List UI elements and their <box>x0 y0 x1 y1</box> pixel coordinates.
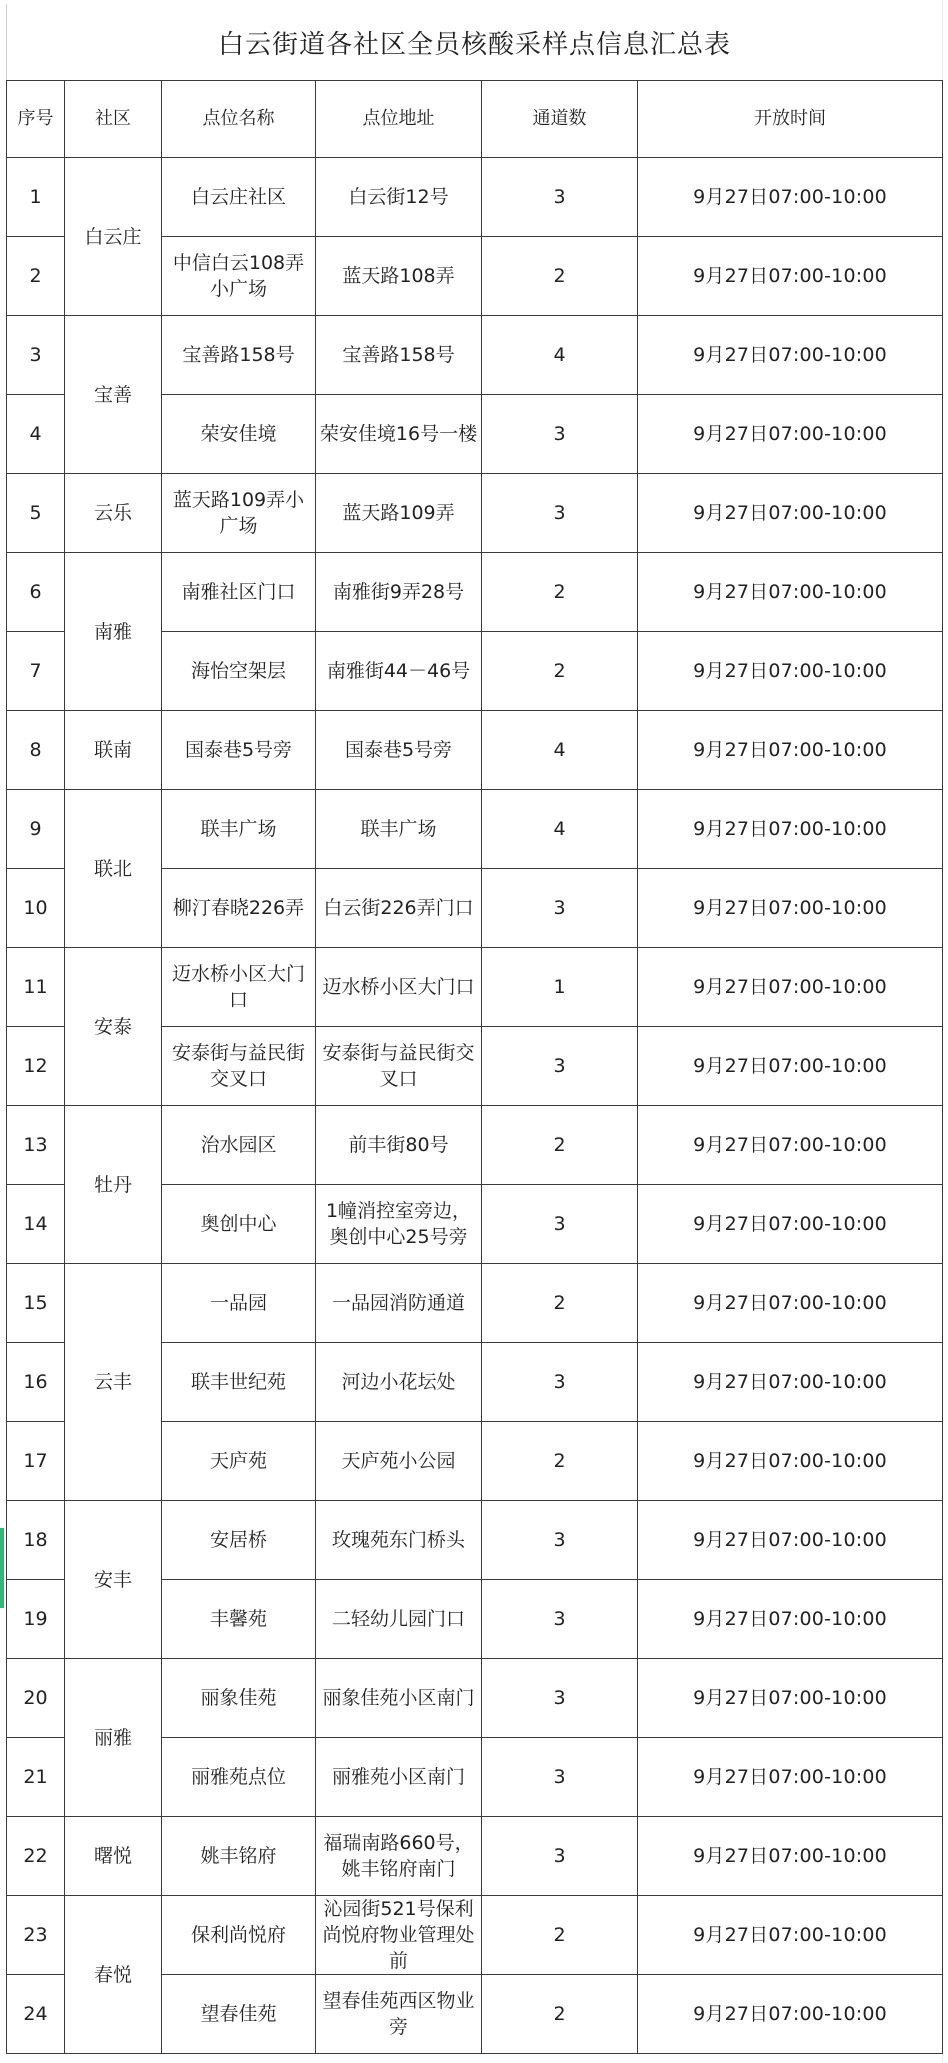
cell-channels[interactable]: 4 <box>482 790 638 869</box>
cell-channels[interactable]: 2 <box>482 553 638 632</box>
header-open-time[interactable]: 开放时间 <box>638 81 943 158</box>
cell-open-time[interactable]: 9月27日07:00-10:00 <box>638 1975 943 2054</box>
sampling-sites-table <box>6 80 943 2054</box>
cell-open-time[interactable]: 9月27日07:00-10:00 <box>638 395 943 474</box>
cell-index[interactable]: 1 <box>7 158 65 237</box>
cell-site-address[interactable]: 福瑞南路660号，姚丰铭府南门 <box>316 1817 482 1896</box>
table-row <box>7 1659 943 1738</box>
cell-community[interactable]: 丽雅 <box>65 1659 162 1817</box>
cell-site-name[interactable]: 安泰街与益民街交叉口 <box>162 1027 316 1106</box>
cell-open-time[interactable]: 9月27日07:00-10:00 <box>638 790 943 869</box>
cell-site-name[interactable]: 柳汀春晓226弄 <box>162 869 316 948</box>
table-row <box>7 474 943 553</box>
table-title: 白云街道各社区全员核酸采样点信息汇总表 <box>6 4 942 80</box>
cell-channels[interactable]: 2 <box>482 237 638 316</box>
header-site-address[interactable]: 点位地址 <box>316 81 482 158</box>
cell-site-address[interactable]: 二轻幼儿园门口 <box>316 1580 482 1659</box>
cell-channels[interactable]: 1 <box>482 948 638 1027</box>
cell-index[interactable]: 10 <box>7 869 65 948</box>
table-row <box>7 1106 943 1185</box>
cell-index[interactable]: 11 <box>7 948 65 1027</box>
cell-open-time[interactable]: 9月27日07:00-10:00 <box>638 237 943 316</box>
cell-open-time[interactable]: 9月27日07:00-10:00 <box>638 1264 943 1343</box>
cell-site-name[interactable]: 国泰巷5号旁 <box>162 711 316 790</box>
cell-open-time[interactable]: 9月27日07:00-10:00 <box>638 1422 943 1501</box>
cell-index[interactable]: 3 <box>7 316 65 395</box>
cell-community[interactable]: 曙悦 <box>65 1817 162 1896</box>
cell-index[interactable]: 24 <box>7 1975 65 2054</box>
cell-open-time[interactable]: 9月27日07:00-10:00 <box>638 1027 943 1106</box>
cell-community[interactable]: 牡丹 <box>65 1106 162 1264</box>
cell-index[interactable]: 2 <box>7 237 65 316</box>
cell-open-time[interactable]: 9月27日07:00-10:00 <box>638 711 943 790</box>
cell-site-name[interactable]: 联丰广场 <box>162 790 316 869</box>
cell-site-name[interactable]: 丽雅苑点位 <box>162 1738 316 1817</box>
table-row <box>7 158 943 237</box>
cell-index[interactable]: 12 <box>7 1027 65 1106</box>
cell-community[interactable]: 宝善 <box>65 316 162 474</box>
cell-site-address[interactable]: 丽雅苑小区南门 <box>316 1738 482 1817</box>
cell-channels[interactable]: 3 <box>482 1817 638 1896</box>
cell-community[interactable]: 云乐 <box>65 474 162 553</box>
cell-open-time[interactable]: 9月27日07:00-10:00 <box>638 632 943 711</box>
cell-site-name[interactable]: 中信白云108弄小广场 <box>162 237 316 316</box>
cell-site-address[interactable]: 白云街226弄门口 <box>316 869 482 948</box>
cell-channels[interactable]: 4 <box>482 316 638 395</box>
cell-open-time[interactable]: 9月27日07:00-10:00 <box>638 474 943 553</box>
cell-site-address[interactable]: 南雅街9弄28号 <box>316 553 482 632</box>
table-row <box>7 711 943 790</box>
cell-site-name[interactable]: 南雅社区门口 <box>162 553 316 632</box>
cell-site-name[interactable]: 安居桥 <box>162 1501 316 1580</box>
selection-indicator <box>0 1528 4 1608</box>
cell-open-time[interactable]: 9月27日07:00-10:00 <box>638 869 943 948</box>
cell-index[interactable]: 9 <box>7 790 65 869</box>
cell-site-name[interactable]: 联丰世纪苑 <box>162 1343 316 1422</box>
table-row <box>7 1817 943 1896</box>
cell-channels[interactable]: 3 <box>482 1185 638 1264</box>
cell-site-address[interactable]: 荣安佳境16号一楼 <box>316 395 482 474</box>
cell-open-time[interactable]: 9月27日07:00-10:00 <box>638 1501 943 1580</box>
cell-community[interactable]: 春悦 <box>65 1896 162 2054</box>
cell-site-name[interactable]: 丰馨苑 <box>162 1580 316 1659</box>
table-row <box>7 1264 943 1343</box>
table-row <box>7 948 943 1027</box>
cell-site-name[interactable]: 天庐苑 <box>162 1422 316 1501</box>
cell-site-name[interactable]: 白云庄社区 <box>162 158 316 237</box>
cell-index[interactable]: 22 <box>7 1817 65 1896</box>
cell-site-address[interactable]: 南雅街44－46号 <box>316 632 482 711</box>
cell-site-name[interactable]: 保利尚悦府 <box>162 1896 316 1975</box>
cell-channels[interactable]: 2 <box>482 632 638 711</box>
cell-channels[interactable]: 2 <box>482 1106 638 1185</box>
cell-site-name[interactable]: 海怡空架层 <box>162 632 316 711</box>
table-body <box>7 158 943 2054</box>
cell-index[interactable]: 4 <box>7 395 65 474</box>
cell-index[interactable]: 16 <box>7 1343 65 1422</box>
cell-channels[interactable]: 3 <box>482 1580 638 1659</box>
cell-site-address[interactable]: 国泰巷5号旁 <box>316 711 482 790</box>
cell-channels[interactable]: 3 <box>482 1343 638 1422</box>
spreadsheet <box>6 4 942 2054</box>
cell-community[interactable]: 云丰 <box>65 1264 162 1501</box>
cell-site-name[interactable]: 望春佳苑 <box>162 1975 316 2054</box>
cell-site-name[interactable]: 姚丰铭府 <box>162 1817 316 1896</box>
cell-site-address[interactable]: 沁园街521号保利尚悦府物业管理处前 <box>316 1896 482 1975</box>
cell-site-name[interactable]: 一品园 <box>162 1264 316 1343</box>
cell-site-address[interactable]: 1幢消控室旁边，奥创中心25号旁 <box>316 1185 482 1264</box>
cell-index[interactable]: 18 <box>7 1501 65 1580</box>
cell-site-address[interactable]: 玫瑰苑东门桥头 <box>316 1501 482 1580</box>
cell-community[interactable]: 联南 <box>65 711 162 790</box>
cell-open-time[interactable]: 9月27日07:00-10:00 <box>638 158 943 237</box>
header-site-name[interactable]: 点位名称 <box>162 81 316 158</box>
cell-site-name[interactable]: 治水园区 <box>162 1106 316 1185</box>
cell-index[interactable]: 21 <box>7 1738 65 1817</box>
cell-channels[interactable]: 2 <box>482 1975 638 2054</box>
cell-index[interactable]: 7 <box>7 632 65 711</box>
cell-open-time[interactable]: 9月27日07:00-10:00 <box>638 1185 943 1264</box>
cell-site-address[interactable]: 望春佳苑西区物业旁 <box>316 1975 482 2054</box>
header-channels[interactable]: 通道数 <box>482 81 638 158</box>
cell-channels[interactable]: 4 <box>482 711 638 790</box>
cell-site-address[interactable]: 安泰街与益民街交叉口 <box>316 1027 482 1106</box>
cell-site-address[interactable]: 前丰街80号 <box>316 1106 482 1185</box>
cell-site-name[interactable]: 宝善路158号 <box>162 316 316 395</box>
header-index[interactable]: 序号 <box>7 81 65 158</box>
cell-site-name[interactable]: 奥创中心 <box>162 1185 316 1264</box>
cell-community[interactable]: 安泰 <box>65 948 162 1106</box>
cell-site-address[interactable]: 宝善路158号 <box>316 316 482 395</box>
cell-open-time[interactable]: 9月27日07:00-10:00 <box>638 1896 943 1975</box>
cell-community[interactable]: 联北 <box>65 790 162 948</box>
cell-open-time[interactable]: 9月27日07:00-10:00 <box>638 1343 943 1422</box>
cell-index[interactable]: 8 <box>7 711 65 790</box>
cell-index[interactable]: 20 <box>7 1659 65 1738</box>
cell-index[interactable]: 19 <box>7 1580 65 1659</box>
header-community[interactable]: 社区 <box>65 81 162 158</box>
cell-index[interactable]: 17 <box>7 1422 65 1501</box>
cell-community[interactable]: 南雅 <box>65 553 162 711</box>
cell-channels[interactable]: 3 <box>482 474 638 553</box>
cell-site-name[interactable]: 丽象佳苑 <box>162 1659 316 1738</box>
cell-index[interactable]: 23 <box>7 1896 65 1975</box>
cell-community[interactable]: 白云庄 <box>65 158 162 316</box>
cell-site-address[interactable]: 丽象佳苑小区南门 <box>316 1659 482 1738</box>
table-row <box>7 316 943 395</box>
cell-channels[interactable]: 2 <box>482 1422 638 1501</box>
cell-site-address[interactable]: 蓝天路109弄 <box>316 474 482 553</box>
cell-open-time[interactable]: 9月27日07:00-10:00 <box>638 948 943 1027</box>
cell-site-address[interactable]: 白云街12号 <box>316 158 482 237</box>
header-row <box>7 81 943 158</box>
cell-channels[interactable]: 3 <box>482 1501 638 1580</box>
cell-open-time[interactable]: 9月27日07:00-10:00 <box>638 1738 943 1817</box>
cell-open-time[interactable]: 9月27日07:00-10:00 <box>638 1817 943 1896</box>
cell-channels[interactable]: 3 <box>482 869 638 948</box>
table-row <box>7 1896 943 1975</box>
cell-channels[interactable]: 3 <box>482 395 638 474</box>
cell-open-time[interactable]: 9月27日07:00-10:00 <box>638 316 943 395</box>
cell-index[interactable]: 15 <box>7 1264 65 1343</box>
cell-channels[interactable]: 3 <box>482 1659 638 1738</box>
cell-site-address[interactable]: 蓝天路108弄 <box>316 237 482 316</box>
cell-site-name[interactable]: 荣安佳境 <box>162 395 316 474</box>
table-row <box>7 1501 943 1580</box>
cell-site-address[interactable]: 一品园消防通道 <box>316 1264 482 1343</box>
cell-site-name[interactable]: 蓝天路109弄小广场 <box>162 474 316 553</box>
cell-open-time[interactable]: 9月27日07:00-10:00 <box>638 1106 943 1185</box>
cell-site-name[interactable]: 迈水桥小区大门口 <box>162 948 316 1027</box>
cell-community[interactable]: 安丰 <box>65 1501 162 1659</box>
cell-site-address[interactable]: 联丰广场 <box>316 790 482 869</box>
table-row <box>7 790 943 869</box>
cell-site-address[interactable]: 天庐苑小公园 <box>316 1422 482 1501</box>
cell-channels[interactable]: 3 <box>482 1738 638 1817</box>
cell-channels[interactable]: 3 <box>482 1027 638 1106</box>
cell-index[interactable]: 14 <box>7 1185 65 1264</box>
cell-channels[interactable]: 2 <box>482 1264 638 1343</box>
cell-channels[interactable]: 3 <box>482 158 638 237</box>
cell-index[interactable]: 13 <box>7 1106 65 1185</box>
cell-site-address[interactable]: 迈水桥小区大门口 <box>316 948 482 1027</box>
cell-channels[interactable]: 2 <box>482 1896 638 1975</box>
cell-open-time[interactable]: 9月27日07:00-10:00 <box>638 553 943 632</box>
table-row <box>7 553 943 632</box>
cell-open-time[interactable]: 9月27日07:00-10:00 <box>638 1659 943 1738</box>
cell-index[interactable]: 6 <box>7 553 65 632</box>
cell-index[interactable]: 5 <box>7 474 65 553</box>
cell-open-time[interactable]: 9月27日07:00-10:00 <box>638 1580 943 1659</box>
cell-site-address[interactable]: 河边小花坛处 <box>316 1343 482 1422</box>
